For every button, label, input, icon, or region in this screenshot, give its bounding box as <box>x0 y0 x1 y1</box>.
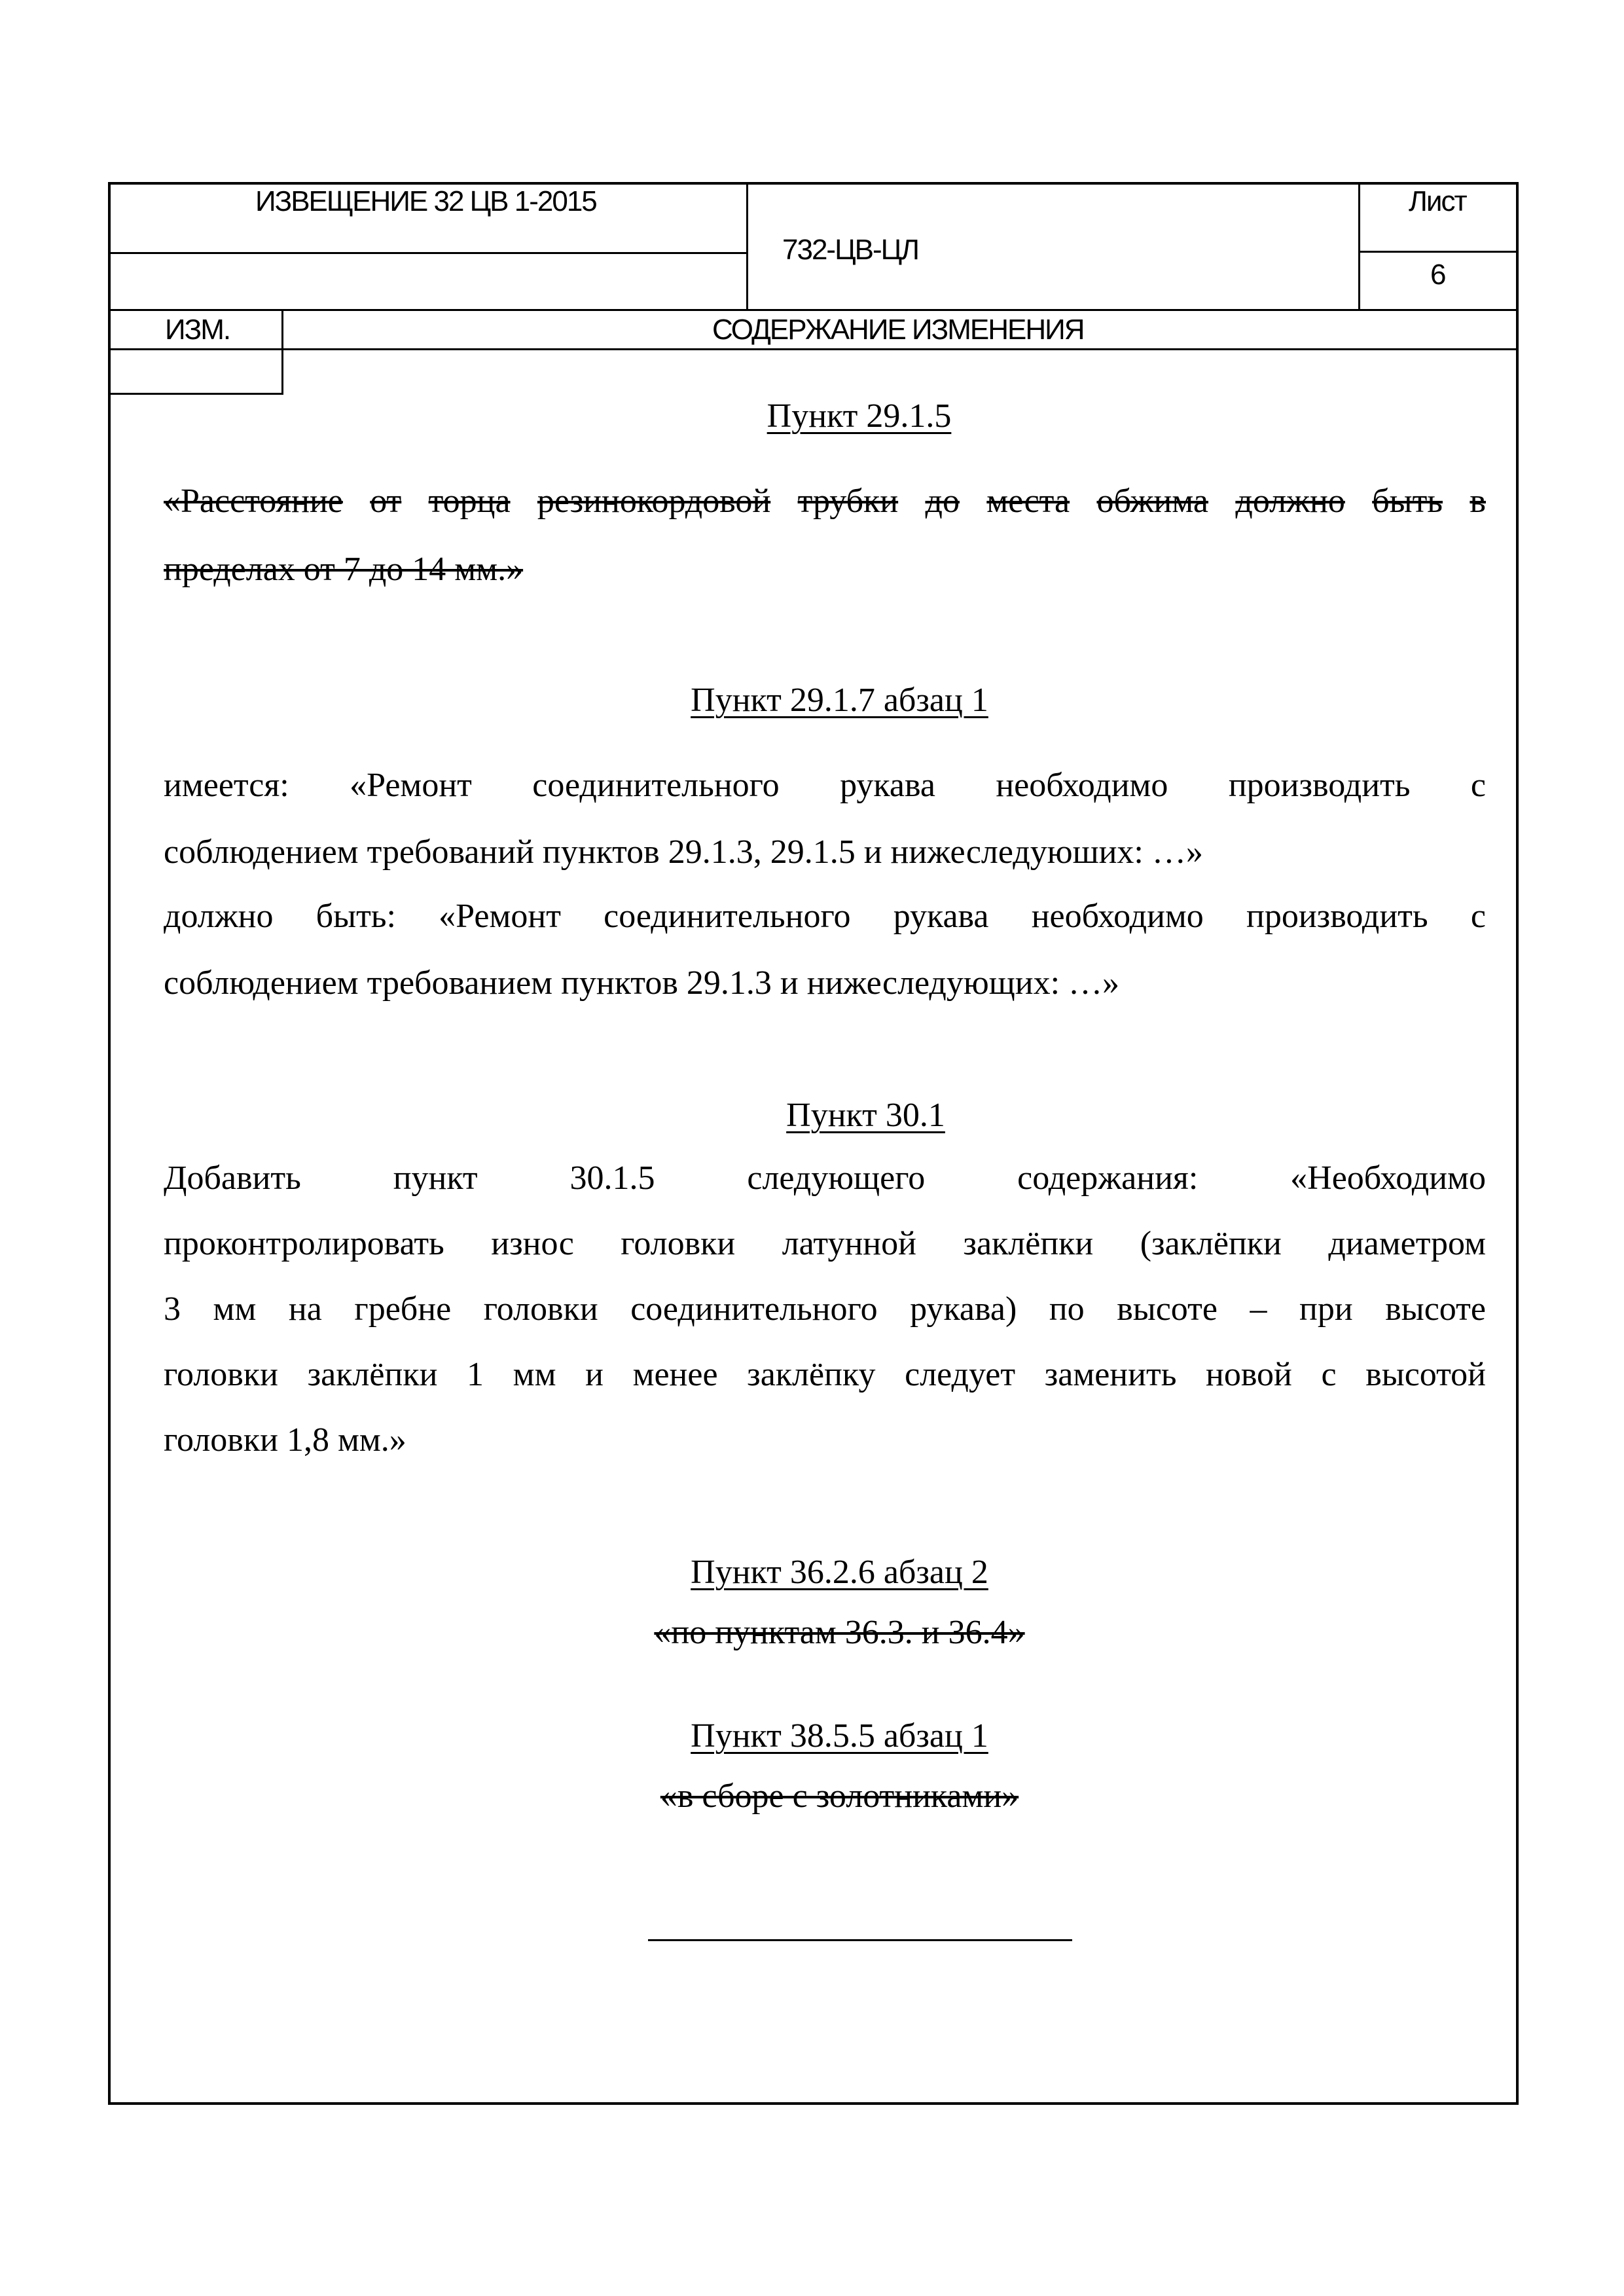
word: латунной <box>782 1225 916 1262</box>
word: соединительного <box>532 767 780 804</box>
word: рукава <box>893 898 989 935</box>
sheet-label: Лист <box>1409 185 1466 217</box>
word: необходимо <box>996 767 1168 804</box>
word: высоте <box>1117 1290 1218 1328</box>
word: 3 <box>164 1290 181 1328</box>
header-divider-v2 <box>1358 182 1360 310</box>
paragraph-line: соблюдением требованием пунктов 29.1.3 и нижеследующих: …» <box>164 964 1120 1002</box>
struck-phrase <box>108 1613 1519 1652</box>
word: должно <box>1235 483 1345 520</box>
page-frame <box>108 182 1519 2105</box>
word: обжима <box>1096 483 1209 520</box>
word: заклёпки <box>963 1225 1094 1262</box>
section-heading-text: Пункт 36.2.6 абзац 2 <box>691 1554 988 1591</box>
struck-text: пределах от 7 до 14 мм.» <box>164 551 524 588</box>
word: трубки <box>797 483 899 520</box>
word: мм <box>513 1356 556 1393</box>
word: на <box>288 1290 322 1328</box>
word: диаметром <box>1328 1225 1486 1262</box>
document-code: 732-ЦВ-ЦЛ <box>782 234 919 266</box>
word: головки <box>164 1356 278 1393</box>
change-cell-bottom-line <box>108 393 283 395</box>
word: места <box>986 483 1070 520</box>
word: производить <box>1228 767 1411 804</box>
section-heading-29-1-5 <box>108 397 1519 435</box>
word: с <box>1470 898 1486 935</box>
word: головки <box>483 1290 598 1328</box>
word: гребне <box>354 1290 452 1328</box>
word: высотой <box>1365 1356 1486 1393</box>
word: имеется: <box>164 767 289 804</box>
word: «Ремонт <box>439 898 561 935</box>
closing-rule <box>648 1939 1072 1941</box>
word: соединительного <box>604 898 851 935</box>
word: с <box>1321 1356 1337 1393</box>
word: должно <box>164 898 274 935</box>
struck-phrase <box>108 1777 1519 1815</box>
word: Добавить <box>164 1159 301 1197</box>
sheet-number: 6 <box>1430 259 1445 291</box>
word: до <box>925 483 960 520</box>
word: «Ремонт <box>350 767 472 804</box>
word: заменить <box>1044 1356 1177 1393</box>
word: и <box>585 1356 604 1393</box>
content-col-label: СОДЕРЖАНИЕ ИЗМЕНЕНИЯ <box>712 314 1084 346</box>
word: новой <box>1206 1356 1292 1393</box>
word: пункт <box>393 1159 478 1197</box>
word: рукава <box>840 767 935 804</box>
paragraph-line <box>164 1159 1486 1197</box>
word: (заклёпки <box>1140 1225 1282 1262</box>
paragraph-line <box>164 766 1486 805</box>
change-col-label: ИЗМ. <box>165 314 230 346</box>
word: при <box>1299 1290 1353 1328</box>
word: по <box>1049 1290 1085 1328</box>
change-col-divider <box>281 309 283 394</box>
word: в <box>1470 483 1486 520</box>
word: содержания: <box>1017 1159 1199 1197</box>
word: износ <box>491 1225 574 1262</box>
word: заклёпку <box>747 1356 876 1393</box>
section-heading-29-1-7 <box>108 681 1519 720</box>
word: проконтролировать <box>164 1225 444 1262</box>
header-bottom-line <box>108 309 1519 311</box>
word: быть <box>1372 483 1443 520</box>
paragraph-line: головки 1,8 мм.» <box>164 1421 406 1459</box>
word: головки <box>621 1225 736 1262</box>
paragraph-line: соблюдением требований пунктов 29.1.3, 29.1.5 и нижеследуюших: …» <box>164 833 1203 871</box>
word: соединительного <box>630 1290 878 1328</box>
word: производить <box>1246 898 1428 935</box>
word: 1 <box>467 1356 484 1393</box>
header-divider-right <box>1358 251 1519 253</box>
section-heading-text: Пункт 38.5.5 абзац 1 <box>691 1717 988 1755</box>
word: «Расстояние <box>164 483 343 520</box>
word: менее <box>632 1356 718 1393</box>
header-divider-left <box>108 252 746 254</box>
word: от <box>370 483 402 520</box>
section-heading-36-2-6 <box>108 1553 1519 1592</box>
word: необходимо <box>1031 898 1204 935</box>
word: заклёпки <box>307 1356 438 1393</box>
paragraph-line <box>164 1355 1486 1394</box>
section-heading-text: Пункт 30.1 <box>786 1097 945 1134</box>
word: «Необходимо <box>1290 1159 1486 1197</box>
word: с <box>1470 767 1486 804</box>
section-heading-38-5-5 <box>108 1717 1519 1755</box>
paragraph-line <box>164 1290 1486 1328</box>
word: мм <box>213 1290 257 1328</box>
struck-line-1 <box>164 482 1486 520</box>
word: 30.1.5 <box>569 1159 655 1197</box>
word: торца <box>428 483 511 520</box>
word: высоте <box>1385 1290 1486 1328</box>
word: следующего <box>747 1159 926 1197</box>
column-header-bottom-line <box>108 348 1519 350</box>
header-divider-v1 <box>746 182 748 310</box>
paragraph-line <box>164 897 1486 936</box>
paragraph-line <box>164 1224 1486 1263</box>
section-heading-text: Пункт 29.1.5 <box>767 397 952 435</box>
struck-text: «по пунктам 36.3. и 36.4» <box>654 1614 1025 1651</box>
word: быть: <box>316 898 396 935</box>
word: – <box>1250 1290 1267 1328</box>
word: резинокордовой <box>537 483 771 520</box>
word: рукава) <box>910 1290 1017 1328</box>
struck-text: «в сборе с золотниками» <box>660 1777 1019 1815</box>
notice-title: ИЗВЕЩЕНИЕ 32 ЦВ 1-2015 <box>255 185 596 217</box>
section-heading-text: Пункт 29.1.7 абзац 1 <box>691 682 988 719</box>
struck-line-2 <box>164 537 523 602</box>
section-heading-30-1 <box>108 1096 1519 1135</box>
word: следует <box>905 1356 1016 1393</box>
